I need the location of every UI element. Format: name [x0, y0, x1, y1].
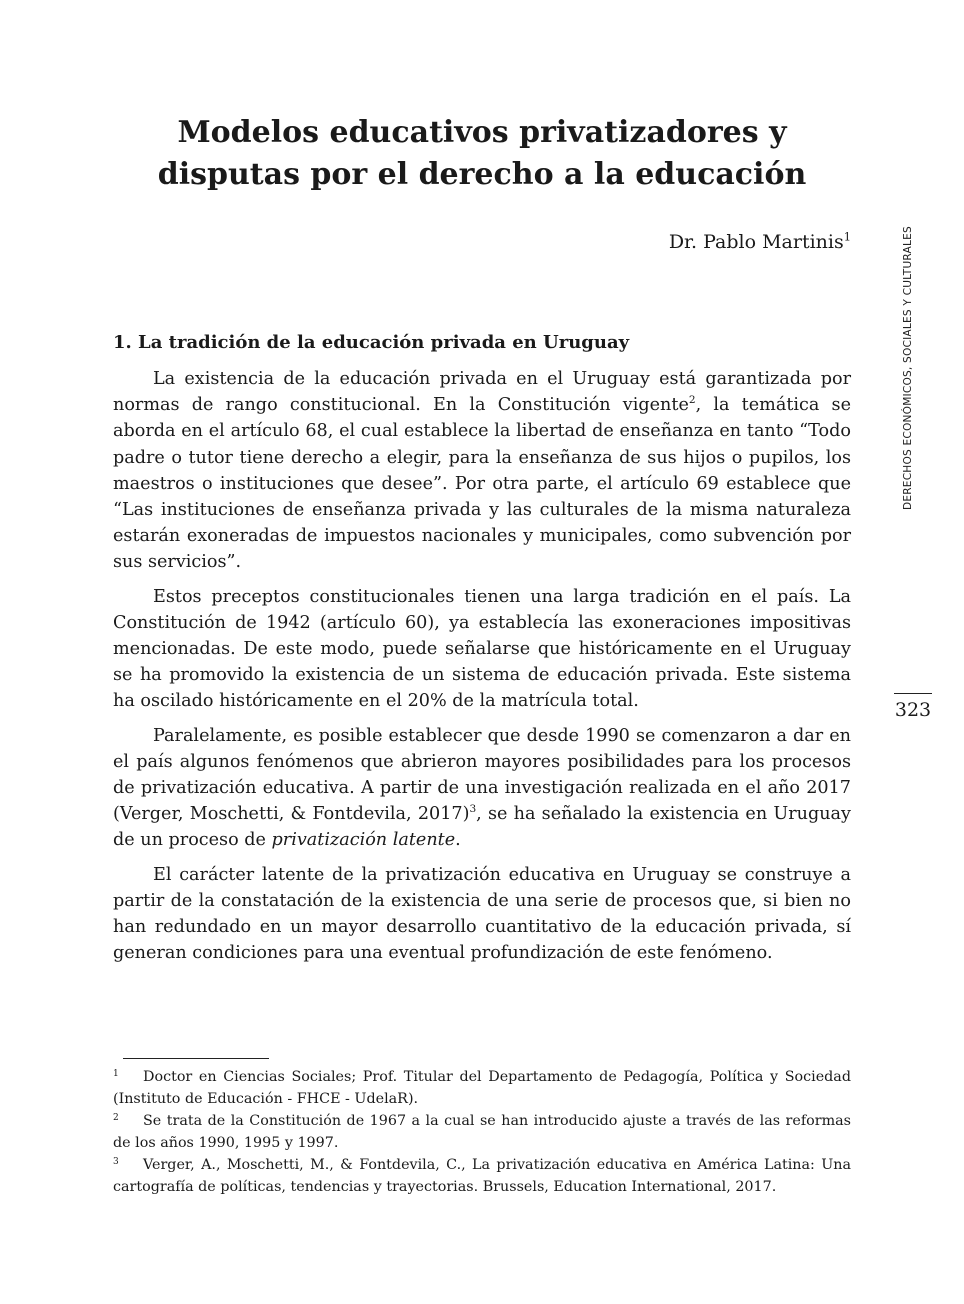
- section-heading: 1. La tradición de la educación privada en Uruguay: [113, 332, 630, 353]
- emphasis-privatizacion-latente: privatización latente: [271, 830, 456, 851]
- footnote-ref-2[interactable]: 2: [688, 394, 696, 407]
- paragraph-3-text-b: , se ha señalado la existencia en Uruguay de un proceso de: [113, 804, 851, 851]
- paragraph-1-text-b: , la temática se aborda en el artículo 68, el cual establece la libertad de enseñanza en tanto “Todo padre o tutor tiene derecho a elegir, para la enseñanza de sus hijos o pupilos, los maestros o instituciones que desee”. Por otra parte, el artículo 69 establece que “Las instituciones de enseñanza privada y las culturales de la misma naturaleza estarán exoneradas de impuestos nacionales y municipales, como subvención por sus servicios”.: [113, 395, 851, 573]
- footnote-number: 2: [113, 1113, 119, 1123]
- chapter-title: Modelos educativos privatizadores y disputas por el derecho a la educación: [157, 115, 807, 192]
- page-number: 323: [894, 693, 932, 726]
- paragraph-3-text-a: Paralelamente, es posible establecer que desde 1990 se comenzaron a dar en el país algunos fenómenos que abrieron mayores posibilidades para los procesos de privatización educativa. A partir de una investigación realizada en el año 2017 (Verger, Moschetti, & Fontdevila, 2017): [113, 725, 851, 825]
- author-line: [669, 228, 851, 256]
- author-footnote-ref[interactable]: 1: [843, 229, 851, 244]
- paragraph-4: El carácter latente de la privatización educativa en Uruguay se construye a partir de la constatación de la existencia de una serie de procesos que, si bien no han redundado en un mayor desarrollo cuantitativo de la educación privada, sí generan condiciones para una eventual profundización de este fenómeno.: [113, 864, 851, 964]
- footnotes: [113, 1066, 851, 1198]
- paragraph-3-text-c: .: [455, 830, 461, 851]
- body-text: [113, 366, 851, 966]
- footnote-separator: [123, 1058, 269, 1059]
- author-name: Dr. Pablo Martinis: [668, 231, 844, 253]
- footnote-number: 1: [113, 1069, 119, 1079]
- footnote-number: 3: [113, 1157, 119, 1167]
- paragraph-1-text-a: La existencia de la educación privada en el Uruguay está garantizada por normas de rango constitucional. En la Constitución vigente: [113, 369, 851, 416]
- footnote-3: [113, 1154, 851, 1198]
- running-side-label: DERECHOS ECONÓMICOS, SOCIALES Y CULTURALES: [902, 226, 914, 510]
- footnote-1: [113, 1066, 851, 1110]
- footnote-text: Verger, A., Moschetti, M., & Fontdevila, C., La privatización educativa en América Latina: Una cartografía de políticas, tendencias y trayectorias. Brussels, Education International, 2017.: [113, 1157, 851, 1195]
- footnote-text: Doctor en Ciencias Sociales; Prof. Titular del Departamento de Pedagogía, Política y Sociedad (Instituto de Educación - FHCE - UdelaR).: [113, 1069, 851, 1107]
- footnote-ref-3[interactable]: 3: [469, 803, 477, 816]
- footnote-text: Se trata de la Constitución de 1967 a la cual se han introducido ajuste a través de las reformas de los años 1990, 1995 y 1997.: [113, 1113, 851, 1151]
- paragraph-1: [113, 366, 851, 576]
- footnote-2: [113, 1110, 851, 1154]
- paragraph-3: [113, 723, 851, 854]
- paragraph-2: Estos preceptos constitucionales tienen una larga tradición en el país. La Constitución de 1942 (artículo 60), ya establecía las exoneraciones impositivas mencionadas. De este modo, puede señalarse que históricamente en el Uruguay se ha promovido la existencia de un sistema de educación privada. Este sistema ha oscilado históricamente en el 20% de la matrícula total.: [113, 586, 851, 712]
